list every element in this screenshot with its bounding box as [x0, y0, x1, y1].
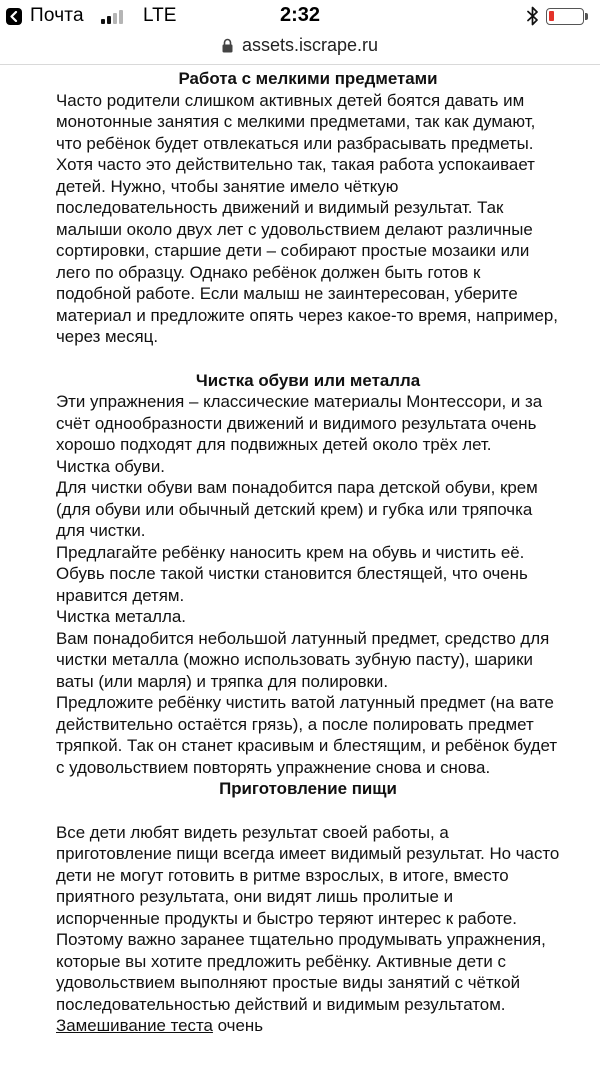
cleaning-intro: Эти упражнения – классические материалы Монтессори, и за счёт однообразности движений и видимого результата очень хорошо подходят для подвижных детей около трёх лет.	[56, 392, 543, 454]
metal-instructions: Предложите ребёнку чистить ватой латунный предмет (на вате действительно остаётся грязь), а после полировать предмет тряпкой. Так он станет красивым и блестящим, и ребёнок будет с удовольствием повторять упражнение снова и снова.	[56, 693, 558, 777]
shoes-instructions: Предлагайте ребёнку наносить крем на обувь и чистить её. Обувь после такой чистки становится блестящей, что очень нравится детям.	[56, 542, 528, 605]
battery-level	[549, 11, 554, 21]
section-title-small-objects: Работа с мелкими предметами	[178, 69, 438, 88]
cooking-text: Все дети любят видеть результат своей работы, а приготовление пищи всегда имеет видимый результат. Но часто дети не могут готовить в ритме взрослых, в итоге, вместо приятного результата, они видят лишь пролитые и испорченные продукты и быстро теряют интерес к работе. Поэтому важно заранее тщательно продумывать упражнения, которые вы хотите предложить ребёнку. Активные дети с удовольствием выполняют простые виды занятий с чёткой последовательностью действий и видимым результатом.	[56, 822, 560, 1014]
section-title-cooking: Приготовление пищи	[219, 779, 397, 798]
status-bar	[0, 0, 600, 34]
section-spacer	[56, 800, 560, 822]
clock: 2:32	[279, 4, 321, 26]
battery-icon	[546, 8, 584, 25]
metal-heading: Чистка металла.	[56, 607, 186, 626]
battery-tip	[585, 13, 588, 20]
section-title-cleaning: Чистка обуви или металла	[195, 370, 421, 390]
dough-kneading-link[interactable]: Замешивание теста	[56, 1016, 213, 1035]
address-bar-divider	[0, 64, 600, 65]
section-text-cooking	[56, 822, 560, 1037]
section-spacer	[56, 348, 560, 370]
network-type: LTE	[143, 5, 177, 26]
url-text[interactable]: assets.iscrape.ru	[241, 35, 379, 55]
lock-icon	[222, 38, 233, 53]
article-content	[56, 68, 560, 1037]
shoes-heading: Чистка обуви.	[56, 456, 165, 476]
shoes-materials: Для чистки обуви вам понадобится пара детской обуви, крем (для обуви или обычный детский крем) и губка или тряпочка для чистки.	[56, 478, 538, 540]
section-text-small-objects: Часто родители слишком активных детей боятся давать им монотонные занятия с мелкими предметами, так как думают, что ребёнок будет отвлекаться или разбрасывать предметы. Хотя часто это действительно так, такая работа успокаивает детей. Нужно, чтобы занятие имело чёткую последовательность движений и видимый результат. Так малыши около двух лет с удовольствием делают различные сортировки, старшие дети – собирают простые мозаики или лего по образцу. Однако ребёнок должен быть готов к подобной работе. Если малыш не заинтересован, уберите материал и предложите опять через какое-то время, например, через месяц.	[56, 90, 558, 346]
bluetooth-icon	[527, 6, 539, 26]
back-to-app-label[interactable]: Почта	[30, 5, 84, 26]
metal-materials: Вам понадобится небольшой латунный предмет, средство для чистки металла (можно использовать зубную пасту), шарики ваты (или марля) и тряпка для полировки.	[56, 628, 550, 691]
address-bar[interactable]	[0, 34, 600, 62]
cooking-text-continued: очень	[217, 1016, 264, 1035]
